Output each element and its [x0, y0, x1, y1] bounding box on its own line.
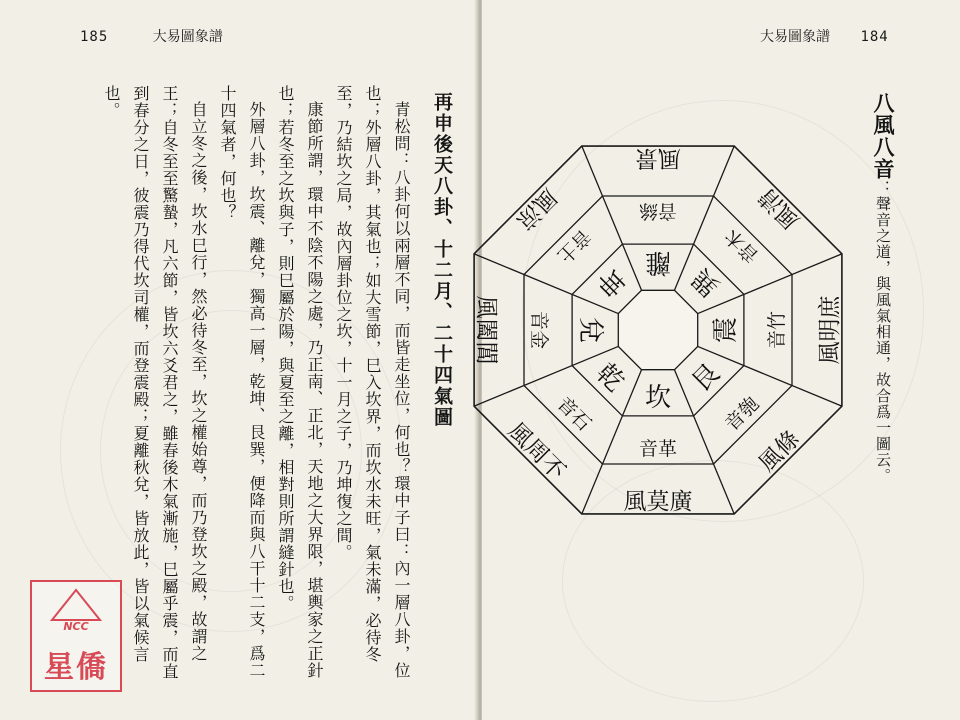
right-title: 八風八音	[871, 92, 896, 180]
stamp-brand: NCC	[63, 620, 89, 633]
octagon-ring	[618, 290, 697, 369]
wind-label: 風明庶	[817, 295, 843, 365]
trigram-label: 艮	[686, 358, 726, 398]
wind-label: 風景	[635, 145, 681, 171]
trigram-label: 離	[644, 247, 672, 277]
paragraph-4: 自立冬之後，坎水巳行，然必待冬至，坎之權始尊，而乃登坎之殿，故謂之王；自冬至至驚蟄，凡六節，皆坎六爻君之，雖春後木氣漸施，巳屬乎震，而直到春分之日，彼震乃得代坎司權，而登震殿；夏離秋兌，皆放此，皆以氣候言也。	[102, 85, 208, 680]
right-book-title: 大易圖象譜	[760, 29, 830, 45]
paragraph-1: 青松問：八卦何以兩層不同，而皆走坐位，何也？環中子曰：內一層八卦，位也；外層八卦，其氣也；如大雪節，巳入坎界，而坎水未旺，氣未滿，必待冬至，乃結坎之局，故內層卦位之坎，十一月之子，乃坤復之間。	[334, 85, 411, 679]
wind-label: 風莫廣	[623, 489, 693, 515]
trigram-label: 乾	[590, 358, 630, 398]
ncc-stamp	[30, 580, 122, 692]
trigram-label: 巽	[686, 262, 726, 302]
eight-winds-diagram	[473, 0, 960, 720]
right-description: ：聲音之道，與風氣相通，故合爲一圖云。	[874, 180, 892, 484]
instrument-label: 音絲	[638, 200, 678, 222]
left-body-text	[97, 85, 416, 695]
triangle-icon	[50, 588, 102, 622]
instrument-label: 音土	[552, 224, 596, 268]
instrument-label: 音竹	[766, 310, 788, 350]
wind-label: 風條	[754, 426, 806, 478]
left-page-number: 185	[80, 29, 109, 45]
wind-label: 風闔閶	[473, 295, 499, 365]
left-heading: 再申後天八卦、十二月、二十四氣圖	[431, 92, 453, 428]
stamp-name: 星僑	[44, 650, 108, 685]
trigram-label: 坤	[590, 262, 630, 302]
trigram-label: 震	[711, 316, 741, 344]
instrument-label: 音革	[638, 438, 678, 460]
left-book-title: 大易圖象譜	[152, 29, 223, 45]
right-page	[473, 0, 960, 720]
wind-label: 風涼	[510, 182, 562, 234]
instrument-label: 音木	[720, 224, 764, 268]
instrument-label: 音石	[552, 392, 596, 436]
left-page	[0, 0, 478, 720]
instrument-label: 音金	[528, 310, 550, 350]
trigram-label: 坎	[644, 383, 672, 413]
left-running-head	[80, 26, 223, 46]
right-page-number: 184	[860, 29, 889, 45]
instrument-label: 音匏	[720, 392, 764, 436]
wind-label: 風清	[754, 182, 806, 234]
paragraph-2: 康節所謂，環中不陰不陽之處，乃正南、正北，天地之大界限，堪輿家之正針也；若冬至之坎與子，則巳屬於陽，與夏至之離，相對則所謂縫針也。	[276, 85, 324, 679]
wind-label: 風周不	[502, 418, 570, 486]
trigram-label: 兌	[575, 316, 605, 344]
paragraph-3: 外層八卦，坎震、離兌，獨高一層，乾坤、艮巽，便降而與八干十二支，爲二十四氣者，何也？	[218, 85, 266, 679]
